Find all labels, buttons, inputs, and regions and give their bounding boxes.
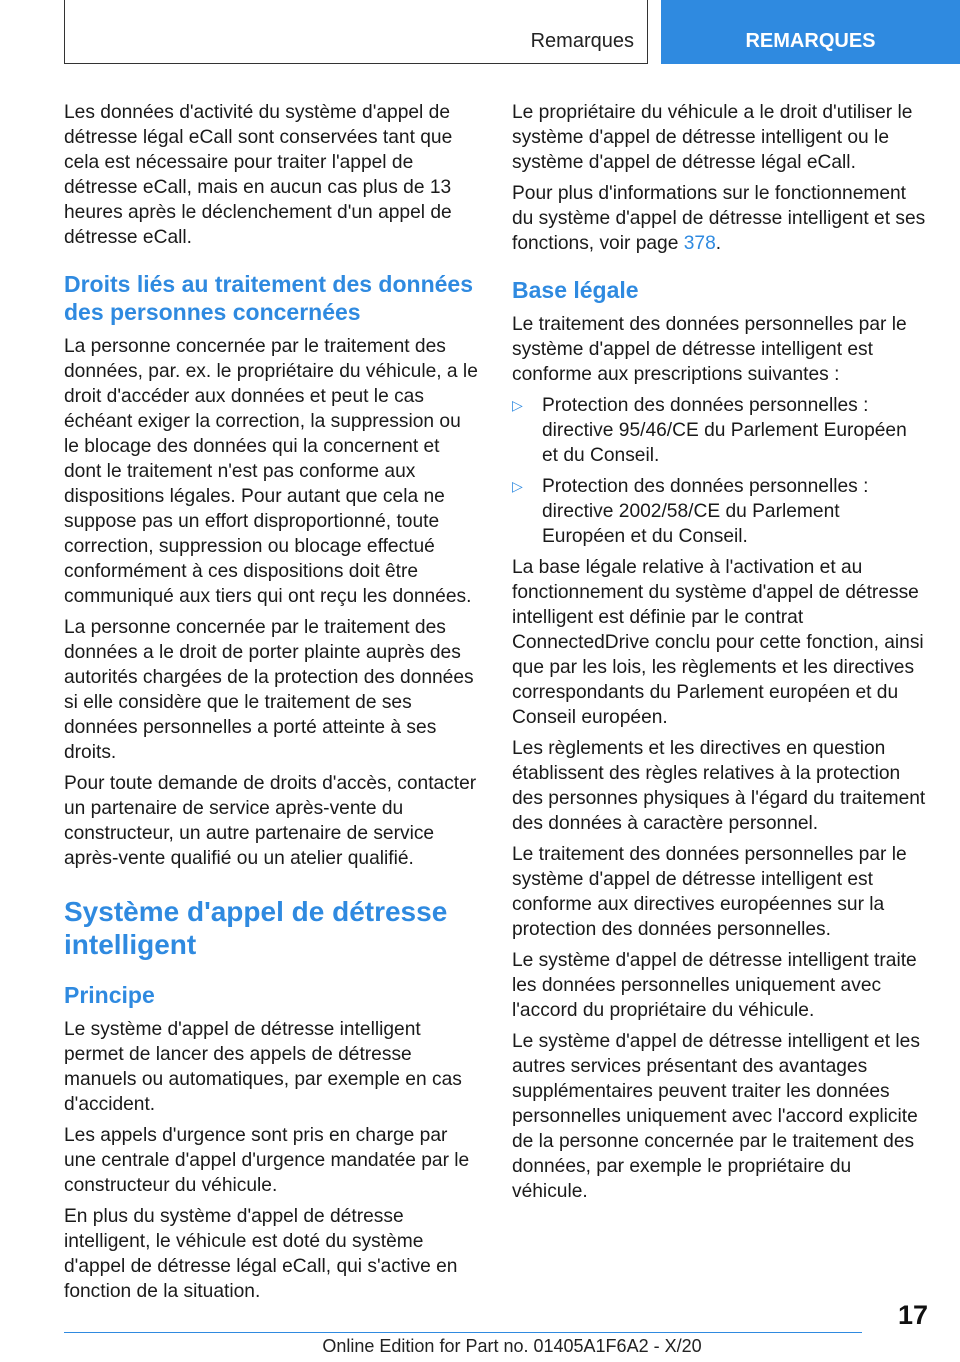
header-section-title: Remarques <box>530 30 634 52</box>
header-chapter-label: REMARQUES <box>745 29 876 52</box>
footer-edition: Online Edition for Part no. 01405A1F6A2 - X/20 <box>322 1336 702 1356</box>
heading-systeme: Système d'appel de détresse intelligent <box>64 896 448 960</box>
heading-principe: Principe <box>64 982 155 1008</box>
paragraph: Le système d'appel de détresse intelligent permet de lancer des appels de détresse manuels ou automatiques, par exemple en cas d'accident. <box>64 1019 462 1115</box>
paragraph: En plus du système d'appel de détresse intelligent, le véhicule est doté du système d'appel de détresse légal eCall, qui s'active en fonction de la situation. <box>64 1206 458 1302</box>
page-reference-link[interactable]: 378 <box>683 233 716 254</box>
left-column <box>64 100 478 1310</box>
footer-divider <box>64 1332 862 1333</box>
paragraph: Le traitement des données personnelles par le système d'appel de détresse intelligent est conforme aux prescriptions suivantes : <box>512 314 907 385</box>
list-item-text: Protection des données personnelles : directive 2002/58/CE du Parlement Européen et du Conseil. <box>542 476 869 547</box>
paragraph-text-end: . <box>715 233 722 254</box>
heading-base-legale: Base légale <box>512 277 639 303</box>
heading-droits: Droits liés au traitement des données des personnes concernées <box>64 271 474 325</box>
bullet-arrow-icon: ▷ <box>512 478 523 494</box>
right-column <box>512 100 928 1210</box>
paragraph: Les appels d'urgence sont pris en charge par une centrale d'appel d'urgence mandatée par le constructeur du véhicule. <box>64 1125 470 1196</box>
paragraph: La personne concernée par le traitement des données, par. ex. le propriétaire du véhicule, a le droit d'accéder aux données et peut le cas échéant exiger la correction, la suppression ou le blocage des données qui la concernent et dont le traitement n'est pas conforme aux dispositions légales. Pour autant que cela ne suppose pas un effort disproportionné, toute correction, suppression ou blocage effectué conformément à ces dispositions doit être communiqué aux tiers qui ont reçu les données. <box>64 336 478 607</box>
header-chapter-tab <box>661 0 960 64</box>
paragraph: Le système d'appel de détresse intelligent et les autres services présentant des avantages supplémentaires peuvent traiter les données personnelles uniquement avec l'accord explicite de la personne concernée par le traitement des données, par exemple le propriétaire du véhicule. <box>512 1031 920 1202</box>
list-item <box>512 474 928 549</box>
paragraph: Le propriétaire du véhicule a le droit d'utiliser le système d'appel de détresse intelligent ou le système d'appel de détresse légal eCall. <box>512 102 913 173</box>
page-number: 17 <box>897 1300 928 1330</box>
paragraph: Pour toute demande de droits d'accès, contacter un partenaire de service après-vente du constructeur, un autre partenaire de service après-vente qualifié ou un atelier qualifié. <box>64 773 477 869</box>
paragraph-with-link <box>512 181 928 256</box>
paragraph: Le système d'appel de détresse intelligent traite les données personnelles uniquement avec l'accord du propriétaire du véhicule. <box>512 950 917 1021</box>
list-item-text: Protection des données personnelles : directive 95/46/CE du Parlement Européen et du Conseil. <box>542 395 907 466</box>
paragraph: Les règlements et les directives en question établissent des règles relatives à la protection des personnes physiques à l'égard du traitement des données à caractère personnel. <box>512 738 926 834</box>
paragraph: Les données d'activité du système d'appel de détresse légal eCall sont conservées tant que cela est nécessaire pour traiter l'appel de détresse eCall, mais en aucun cas plus de 13 heures après le déclenchement d'un appel de détresse eCall. <box>64 102 453 248</box>
bullet-list <box>512 393 928 549</box>
paragraph: La base légale relative à l'activation et au fonctionnement du système d'appel de détresse intelligent est définie par le contrat ConnectedDrive conclu pour cette fonction, ainsi que par les lois, les règlements et les directives correspondants du Parlement européen et du Conseil européen. <box>512 557 924 728</box>
paragraph: Le traitement des données personnelles par le système d'appel de détresse intelligent est conforme aux directives européennes sur la protection des données personnelles. <box>512 844 907 940</box>
bullet-arrow-icon: ▷ <box>512 397 523 413</box>
paragraph-text: Pour plus d'informations sur le fonctionnement du système d'appel de détresse intelligent et ses fonctions, voir page <box>512 183 926 254</box>
paragraph: La personne concernée par le traitement des données a le droit de porter plainte auprès des autorités chargées de la protection des données si elle considère que le traitement de ses données personnelles a porté atteinte à ses droits. <box>64 617 474 763</box>
list-item <box>512 393 928 468</box>
